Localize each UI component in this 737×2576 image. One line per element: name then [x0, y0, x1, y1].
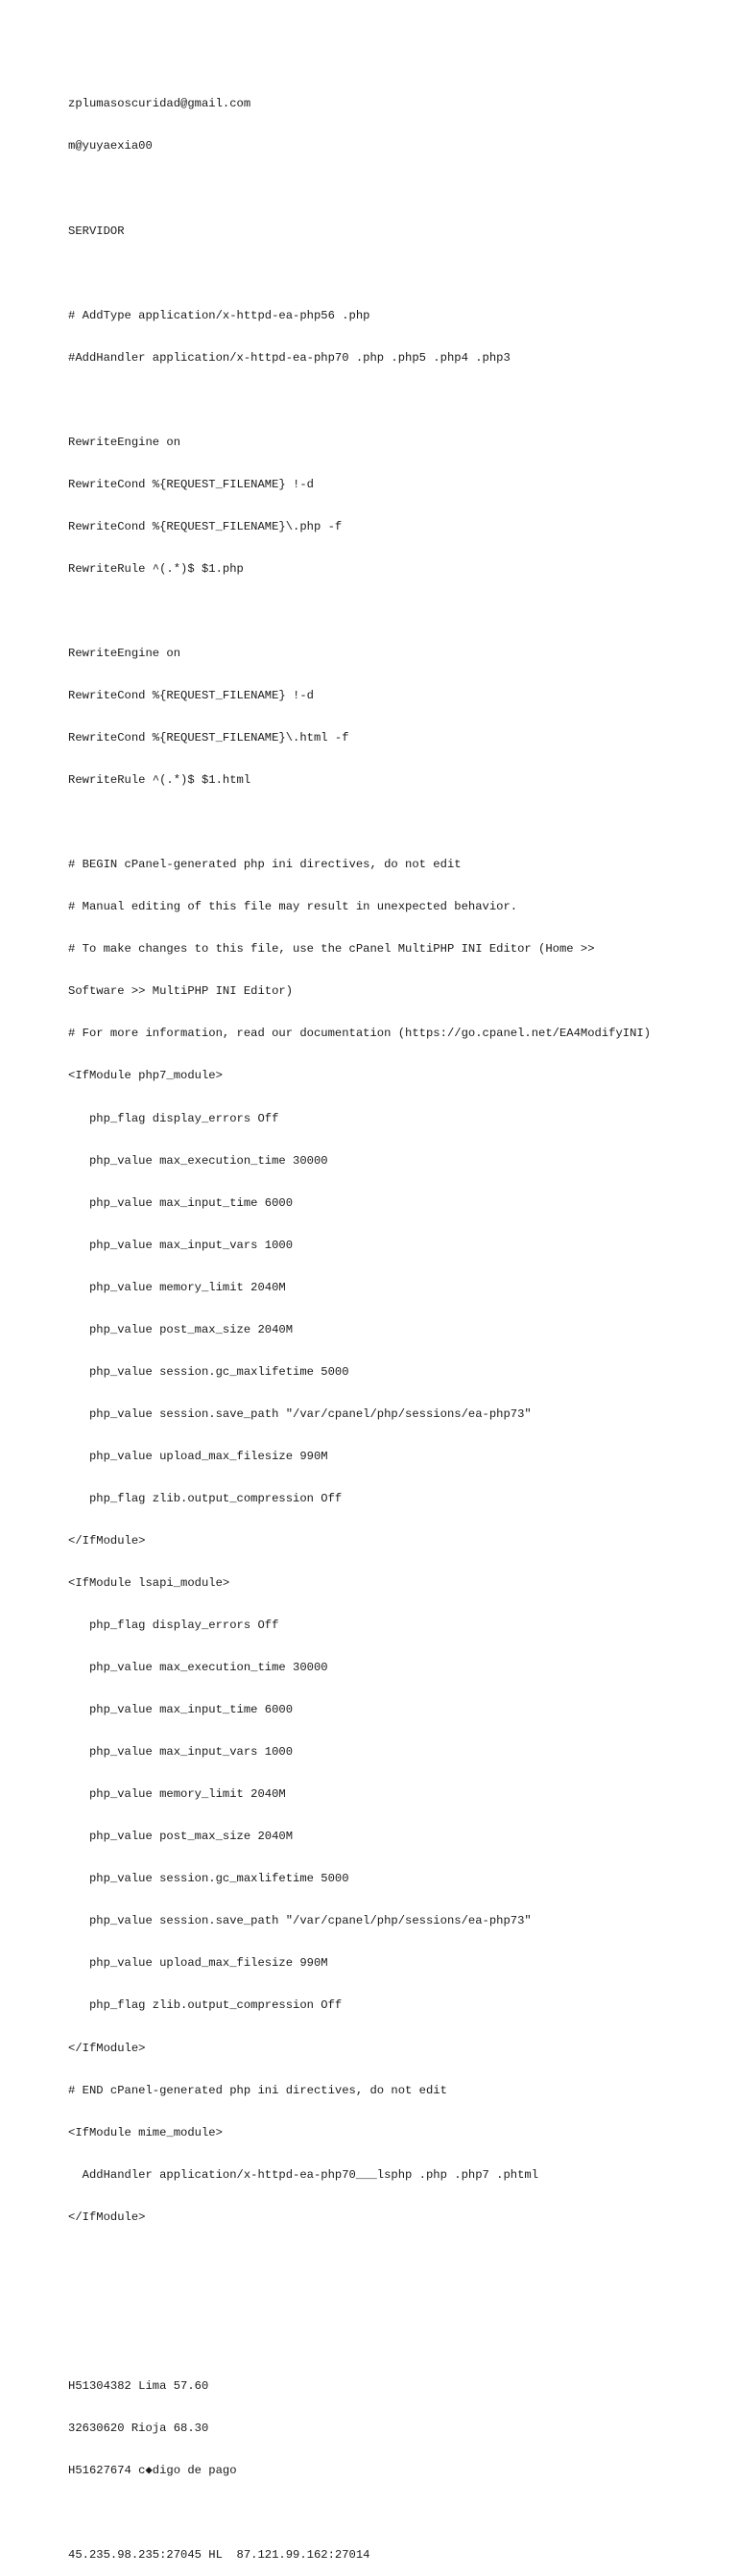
text-line: php_flag display_errors Off: [68, 1619, 279, 1633]
text-line: php_value max_input_vars 1000: [68, 1745, 294, 1760]
text-line: H51627674 c◆digo de pago: [68, 2464, 237, 2477]
text-line: RewriteCond %{REQUEST_FILENAME} !-d: [68, 477, 314, 491]
text-line: [68, 2295, 721, 2309]
text-line: php_value max_execution_time 30000: [68, 1153, 328, 1168]
text-line: php_value session.save_path "/var/cpanel/php/sessions/ea-php73": [68, 1406, 532, 1421]
text-line: RewriteCond %{REQUEST_FILENAME} !-d: [68, 689, 314, 703]
text-line: AddHandler application/x-httpd-ea-php70___lsphp .php .php7 .phtml: [68, 2167, 539, 2182]
text-line: php_value session.save_path "/var/cpanel/php/sessions/ea-php73": [68, 1914, 532, 1928]
text-line: php_value upload_max_filesize 990M: [68, 1956, 328, 1971]
text-line: php_value post_max_size 2040M: [68, 1322, 294, 1336]
text-line: [68, 2337, 721, 2351]
text-line: php_value max_input_time 6000: [68, 1195, 294, 1210]
text-line: </IfModule>: [68, 1533, 146, 1548]
text-line: php_value post_max_size 2040M: [68, 1830, 294, 1844]
text-line: zplumasoscuridad@gmail.com: [68, 97, 251, 111]
text-line: # Manual editing of this file may result in unexpected behavior.: [68, 900, 518, 914]
text-line: php_flag zlib.output_compression Off: [68, 1491, 343, 1505]
text-line: Software >> MultiPHP INI Editor): [68, 984, 294, 999]
text-line: [68, 181, 721, 196]
text-line: 32630620 Rioja 68.30: [68, 2421, 209, 2435]
text-line: # To make changes to this file, use the cPanel MultiPHP INI Editor (Home >>: [68, 942, 595, 957]
text-line: php_flag zlib.output_compression Off: [68, 1998, 343, 2013]
text-line: php_value session.gc_maxlifetime 5000: [68, 1872, 349, 1886]
text-line: php_value max_input_time 6000: [68, 1703, 294, 1717]
text-line: [68, 2253, 721, 2267]
text-line: H51304382 Lima 57.60: [68, 2378, 209, 2393]
text-line: RewriteCond %{REQUEST_FILENAME}\.php -f: [68, 519, 343, 533]
text-line: RewriteEngine on: [68, 435, 181, 449]
text-line: RewriteRule ^(.*)$ $1.html: [68, 773, 251, 788]
text-line: php_flag display_errors Off: [68, 1111, 279, 1125]
text-line: [68, 267, 721, 281]
text-line: php_value session.gc_maxlifetime 5000: [68, 1364, 349, 1379]
document-body: [68, 69, 721, 2576]
text-line: [68, 815, 721, 830]
text-line: </IfModule>: [68, 2210, 146, 2224]
text-line: php_value memory_limit 2040M: [68, 1280, 286, 1294]
text-line: m@yuyaexia00: [68, 139, 153, 154]
text-line: #AddHandler application/x-httpd-ea-php70 .php .php5 .php4 .php3: [68, 350, 511, 365]
text-line: </IfModule>: [68, 2041, 146, 2055]
text-line: php_value upload_max_filesize 990M: [68, 1449, 328, 1463]
text-line: <IfModule lsapi_module>: [68, 1576, 230, 1591]
text-line: <IfModule php7_module>: [68, 1069, 223, 1083]
text-line: [68, 393, 721, 408]
text-line: <IfModule mime_module>: [68, 2125, 223, 2139]
text-line: RewriteRule ^(.*)$ $1.php: [68, 561, 244, 576]
text-line: # BEGIN cPanel-generated php ini directives, do not edit: [68, 858, 462, 872]
text-line: # END cPanel-generated php ini directives, do not edit: [68, 2083, 447, 2097]
text-line: 45.235.98.235:27045 HL 87.121.99.162:27014: [68, 2548, 370, 2563]
text-line: # For more information, read our documentation (https://go.cpanel.net/EA4ModifyINI): [68, 1027, 652, 1041]
text-line: # AddType application/x-httpd-ea-php56 .php: [68, 308, 370, 322]
text-line: php_value max_input_vars 1000: [68, 1238, 294, 1252]
text-line: RewriteEngine on: [68, 646, 181, 660]
text-line: php_value memory_limit 2040M: [68, 1787, 286, 1802]
text-line: php_value max_execution_time 30000: [68, 1661, 328, 1675]
text-line: RewriteCond %{REQUEST_FILENAME}\.html -f: [68, 731, 349, 745]
text-line: SERVIDOR: [68, 224, 125, 238]
text-line: [68, 604, 721, 619]
text-line: [68, 2506, 721, 2520]
